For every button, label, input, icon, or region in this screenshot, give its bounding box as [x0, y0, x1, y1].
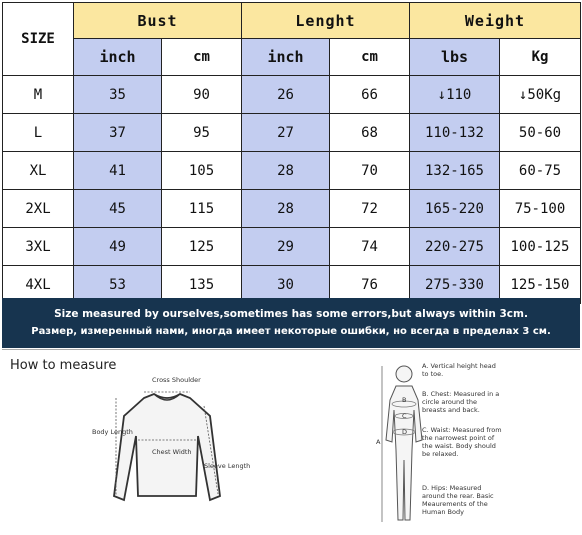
weight-kg-header: Kg — [500, 39, 581, 76]
bust-inch-header: inch — [74, 39, 162, 76]
length-inch-cell: 30 — [242, 266, 330, 304]
note-chest: B. Chest: Measured in a circle around the breasts and back. — [422, 390, 500, 414]
bust-cm-header: cm — [162, 39, 242, 76]
length-header: Lenght — [242, 3, 410, 39]
figure-body — [386, 386, 422, 520]
sleeve-length-label: Sleeve Length — [204, 462, 251, 470]
size-cell: 3XL — [3, 228, 74, 266]
bust-cm-cell: 125 — [162, 228, 242, 266]
size-cell: L — [3, 114, 74, 152]
size-header: SIZE — [3, 3, 74, 76]
how-to-measure-panel — [2, 349, 580, 534]
figure-head — [396, 366, 412, 382]
size-cell: XL — [3, 152, 74, 190]
size-cell: 4XL — [3, 266, 74, 304]
length-cm-cell: 70 — [330, 152, 410, 190]
marker-b: B — [402, 396, 407, 404]
bust-inch-cell: 35 — [74, 76, 162, 114]
weight-kg-cell: 75-100 — [500, 190, 581, 228]
bust-inch-cell: 37 — [74, 114, 162, 152]
table-row — [3, 76, 581, 114]
length-inch-header: inch — [242, 39, 330, 76]
bust-inch-cell: 49 — [74, 228, 162, 266]
length-cm-header: cm — [330, 39, 410, 76]
length-cm-cell: 72 — [330, 190, 410, 228]
disclaimer-banner — [2, 298, 580, 348]
weight-header: Weight — [410, 3, 581, 39]
weight-kg-cell: 125-150 — [500, 266, 581, 304]
weight-lbs-cell: ↓110 — [410, 76, 500, 114]
bust-cm-cell: 95 — [162, 114, 242, 152]
weight-lbs-header: lbs — [410, 39, 500, 76]
bust-cm-cell: 105 — [162, 152, 242, 190]
length-inch-cell: 28 — [242, 190, 330, 228]
marker-a: A — [376, 438, 381, 446]
table-row — [3, 190, 581, 228]
length-cm-cell: 76 — [330, 266, 410, 304]
weight-kg-cell: 60-75 — [500, 152, 581, 190]
length-inch-cell: 27 — [242, 114, 330, 152]
bust-inch-cell: 41 — [74, 152, 162, 190]
disclaimer-russian: Размер, измеренный нами, иногда имеет некоторые ошибки, но всегда в пределах 3 см. — [31, 326, 551, 337]
sweater-outline — [114, 394, 220, 500]
length-inch-cell: 28 — [242, 152, 330, 190]
weight-lbs-cell: 132-165 — [410, 152, 500, 190]
note-hips: D. Hips: Measured around the rear. Basic Meaurements of the Human Body — [422, 484, 494, 516]
length-cm-cell: 74 — [330, 228, 410, 266]
marker-d: D — [402, 428, 408, 436]
bust-cm-cell: 90 — [162, 76, 242, 114]
table-row — [3, 152, 581, 190]
sweater-diagram — [92, 376, 251, 526]
length-cm-cell: 68 — [330, 114, 410, 152]
size-cell: M — [3, 76, 74, 114]
weight-lbs-cell: 165-220 — [410, 190, 500, 228]
weight-kg-cell: 50-60 — [500, 114, 581, 152]
length-inch-cell: 29 — [242, 228, 330, 266]
size-cell: 2XL — [3, 190, 74, 228]
weight-kg-cell: ↓50Kg — [500, 76, 581, 114]
bust-header: Bust — [74, 3, 242, 39]
cross-shoulder-label: Cross Shoulder — [152, 376, 201, 384]
disclaimer-english: Size measured by ourselves,sometimes has some errors,but always within 3cm. — [54, 308, 528, 320]
size-table — [2, 2, 581, 304]
table-row — [3, 228, 581, 266]
note-waist: C. Waist: Measured from the narrowest point of the waist. Body should be relaxed. — [422, 426, 502, 458]
chest-width-label: Chest Width — [152, 448, 192, 456]
weight-lbs-cell: 220-275 — [410, 228, 500, 266]
marker-c: C — [402, 412, 407, 420]
bust-cm-cell: 115 — [162, 190, 242, 228]
body-length-label: Body Length — [92, 428, 133, 436]
bust-inch-cell: 53 — [74, 266, 162, 304]
size-chart — [2, 2, 580, 296]
how-to-measure-title: How to measure — [10, 358, 117, 373]
bust-cm-cell: 135 — [162, 266, 242, 304]
note-height: A. Vertical height head to toe. — [422, 362, 496, 378]
weight-lbs-cell: 275-330 — [410, 266, 500, 304]
weight-lbs-cell: 110-132 — [410, 114, 500, 152]
bust-inch-cell: 45 — [74, 190, 162, 228]
length-inch-cell: 26 — [242, 76, 330, 114]
table-row — [3, 114, 581, 152]
length-cm-cell: 66 — [330, 76, 410, 114]
weight-kg-cell: 100-125 — [500, 228, 581, 266]
